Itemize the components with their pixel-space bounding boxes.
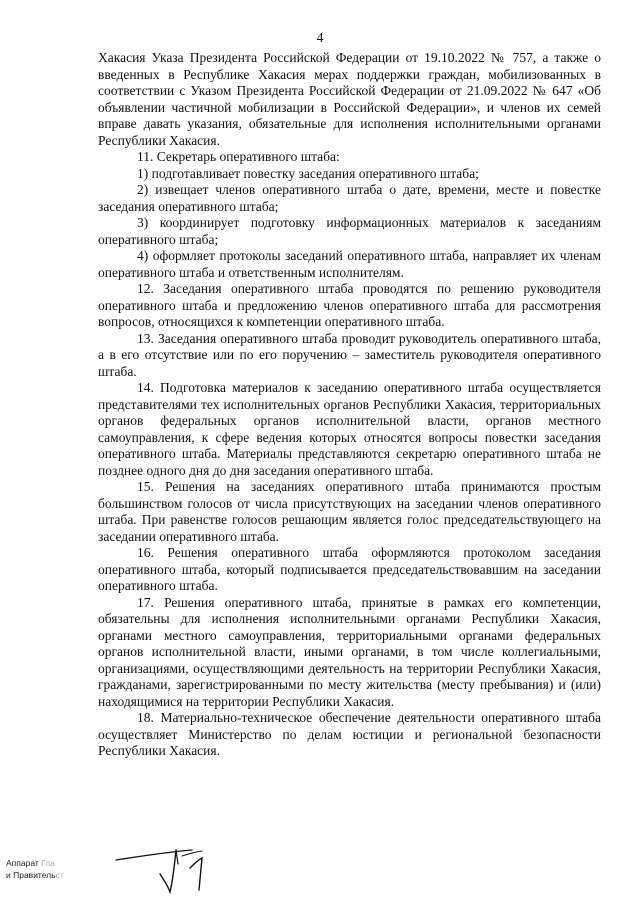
handwritten-signature	[112, 842, 222, 902]
paragraph-12: 12. Заседания оперативного штаба проводятся по решению руководителя оперативного штаба и предложению членов оперативного штаба для рассмотрения вопросов, относящихся к компетенции оперативного штаба.	[98, 281, 601, 329]
office-stamp	[6, 858, 64, 881]
document-body	[98, 50, 601, 760]
paragraph-14: 14. Подготовка материалов к заседанию оперативного штаба осуществляется представителями тех исполнительных органов Республики Хакасия, территориальных органов федеральных органов исполнительной власти, органов местного самоуправления, к сфере ведения которых относятся вопросы повестки заседания оперативного штаба. Материалы представляются секретарю оперативного штаба не позднее одного дня до дня заседания оперативного штаба.	[98, 380, 601, 478]
paragraph-16: 16. Решения оперативного штаба оформляются протоколом заседания оперативного штаба, который подписывается председательствовавшим на заседании оперативного штаба.	[98, 545, 601, 593]
paragraph-11-item-1: 1) подготавливает повестку заседания оперативного штаба;	[137, 165, 479, 181]
paragraph-11-item-2: 2) извещает членов оперативного штаба о дате, времени, месте и повестке заседания оперативного штаба;	[98, 182, 601, 214]
paragraph-11-item-3: 3) координирует подготовку информационных материалов к заседаниям оперативного штаба;	[98, 215, 601, 247]
paragraph-15: 15. Решения на заседаниях оперативного штаба принимаются простым большинством голосов от числа присутствующих на заседании членов оперативного штаба. При равенстве голосов решающим является голос председательствующего на заседании оперативного штаба.	[98, 479, 601, 544]
stamp-line-2: и Правительст	[6, 869, 64, 880]
paragraph-17: 17. Решения оперативного штаба, принятые в рамках его компетенции, обязательны для исполнения исполнительными органами Республики Хакасия, органами местного самоуправления, территориальными органами федеральных органов исполнительной власти, иными органами, в том числе коллегиальными, организациями, осуществляющими деятельность на территории Республики Хакасия, гражданами, зарегистрированными по месту жительства (месту пребывания) и (или) находящимися на территории Республики Хакасия.	[98, 594, 601, 709]
paragraph-continuation: Хакасия Указа Президента Российской Федерации от 19.10.2022 № 757, а также о введенных в Республике Хакасия мерах поддержки граждан, мобилизованных в соответствии с Указом Президента Российской Федерации от 21.09.2022 № 647 «Об объявлении частичной мобилизации в Российской Федерации», и членов их семей вправе давать указания, обязательные для исполнения исполнительными органами Республики Хакасия.	[98, 50, 601, 148]
paragraph-18: 18. Материально-техническое обеспечение деятельности оперативного штаба осуществляет Министерство по делам юстиции и региональной безопасности Республики Хакасия.	[98, 710, 601, 758]
paragraph-11-item-4: 4) оформляет протоколы заседаний оперативного штаба, направляет их членам оперативного штаба и ответственным исполнителям.	[98, 248, 601, 280]
page-number: 4	[316, 30, 324, 45]
paragraph-11: 11. Секретарь оперативного штаба:	[137, 149, 340, 164]
paragraph-13: 13. Заседания оперативного штаба проводит руководитель оперативного штаба, а в его отсутствие или по его поручению – заместитель руководителя оперативного штаба.	[98, 330, 601, 379]
stamp-line-1: Аппарат Гла	[6, 858, 55, 868]
